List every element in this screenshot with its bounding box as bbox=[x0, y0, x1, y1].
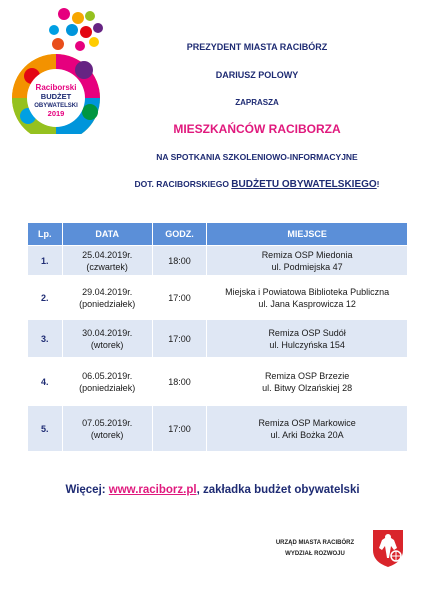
budget-logo bbox=[6, 6, 106, 134]
row-lp: 5. bbox=[28, 406, 63, 452]
table-row bbox=[28, 406, 408, 452]
header-budget: DOT. RACIBORSKIEGO BUDŻETU OBYWATELSKIEGO! bbox=[134, 179, 380, 190]
row-lp: 4. bbox=[28, 358, 63, 406]
row-place: Remiza OSP Markowice ul. Arki Bożka 20A bbox=[207, 406, 408, 452]
row-place: Remiza OSP Miedonia ul. Podmiejska 47 bbox=[207, 246, 408, 276]
city-crest-icon bbox=[371, 528, 405, 568]
logo-line3: OBYWATELSKI bbox=[34, 103, 78, 109]
row-date: 25.04.2019r. (czwartek) bbox=[62, 246, 152, 276]
logo-line2: BUDŻET bbox=[40, 92, 72, 101]
header-residents: MIESZKAŃCÓW RACIBORZA bbox=[173, 122, 341, 136]
row-lp: 3. bbox=[28, 320, 63, 358]
table-header-row bbox=[28, 223, 408, 246]
footer-office-name: URZĄD MIASTA RACIBÓRZ bbox=[275, 540, 355, 546]
header-invites: ZAPRASZA bbox=[235, 98, 279, 107]
header-mayor-title: PREZYDENT MIASTA RACIBÓRZ bbox=[186, 42, 328, 52]
row-date: 06.05.2019r. (poniedziałek) bbox=[62, 358, 152, 406]
row-place: Remiza OSP Sudół ul. Hulczyńska 154 bbox=[207, 320, 408, 358]
footer-department: WYDZIAŁ ROZWOJU bbox=[285, 551, 345, 557]
more-info: Więcej: www.raciborz.pl, zakładka budżet obywatelski bbox=[65, 484, 360, 496]
footer-office bbox=[262, 538, 368, 560]
logo-line1: Raciborski bbox=[35, 83, 77, 92]
row-lp: 1. bbox=[28, 246, 63, 276]
row-time: 17:00 bbox=[152, 276, 206, 320]
header-mayor-name: DARIUSZ POLOWY bbox=[215, 70, 299, 80]
row-time: 17:00 bbox=[152, 406, 206, 452]
website-link[interactable]: www.raciborz.pl bbox=[108, 484, 197, 496]
table-row bbox=[28, 320, 408, 358]
row-place: Miejska i Powiatowa Biblioteka Publiczna ul. Jana Kasprowicza 12 bbox=[207, 276, 408, 320]
table-row bbox=[28, 276, 408, 320]
table-row bbox=[28, 358, 408, 406]
row-time: 17:00 bbox=[152, 320, 206, 358]
col-header-lp: Lp. bbox=[28, 223, 63, 246]
table-row bbox=[28, 246, 408, 276]
header-meetings: NA SPOTKANIA SZKOLENIOWO-INFORMACYJNE bbox=[156, 152, 358, 162]
row-date: 29.04.2019r. (poniedziałek) bbox=[62, 276, 152, 320]
row-place: Remiza OSP Brzezie ul. Bitwy Olzańskiej 28 bbox=[207, 358, 408, 406]
logo-line4: 2019 bbox=[47, 109, 65, 118]
col-header-place: MIEJSCE bbox=[207, 223, 408, 246]
row-date: 30.04.2019r. (wtorek) bbox=[62, 320, 152, 358]
row-time: 18:00 bbox=[152, 246, 206, 276]
row-date: 07.05.2019r. (wtorek) bbox=[62, 406, 152, 452]
row-lp: 2. bbox=[28, 276, 63, 320]
header-budget-emph: BUDŻETU OBYWATELSKIEGO bbox=[231, 179, 377, 190]
col-header-date: DATA bbox=[62, 223, 152, 246]
schedule-table bbox=[27, 222, 408, 452]
col-header-time: GODZ. bbox=[152, 223, 206, 246]
row-time: 18:00 bbox=[152, 358, 206, 406]
